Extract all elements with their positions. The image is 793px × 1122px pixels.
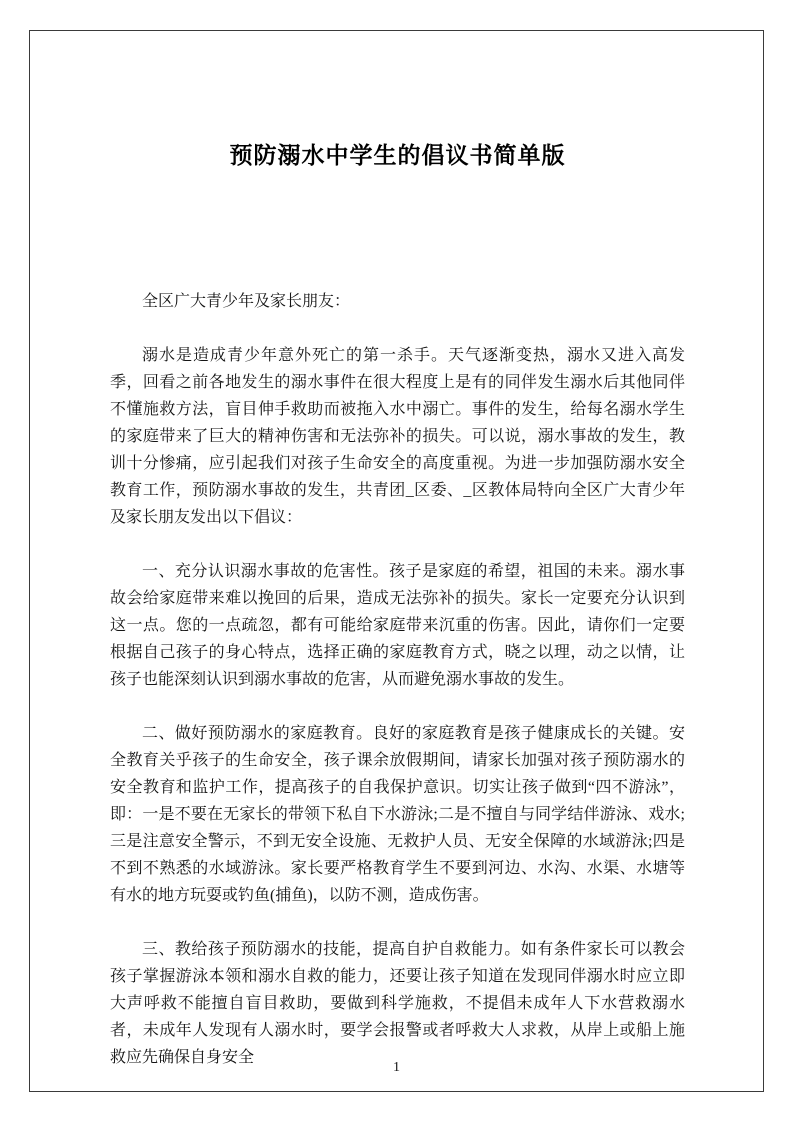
page-footer <box>0 1060 793 1076</box>
paragraph: 全区广大青少年及家长朋友： <box>142 293 351 310</box>
paragraph: 一、充分认识溺水事故的危害性。孩子是家庭的希望，祖国的未来。溺水事故会给家庭带来难以挽回的后果，造成无法弥补的损失。家长一定要充分认识到这一点。您的一点疏忽，都有可能给家庭带来沉重的伤害。因此，请你们一定要根据自己孩子的身心特点，选择正确的家庭教育方式，晓之以理，动之以情，让孩子也能深刻认识到溺水事故的危害，从而避免溺水事故的发生。 <box>110 563 685 688</box>
document-body <box>110 288 685 1071</box>
paragraph: 三、教给孩子预防溺水的技能，提高自护自救能力。如有条件家长可以教会孩子掌握游泳本领和溺水自救的能力，还要让孩子知道在发现同伴溺水时应立即大声呼救不能擅自盲目救助，要做到科学施救，不提倡未成年人下水营救溺水者，未成年人发现有人溺水时，要学会报警或者呼救大人求救，从岸上或船上施救应先确保自身安全 <box>110 941 685 1066</box>
page-number: 1 <box>393 1060 400 1075</box>
paragraph: 二、做好预防溺水的家庭教育。良好的家庭教育是孩子健康成长的关键。安全教育关乎孩子的生命安全，孩子课余放假期间，请家长加强对孩子预防溺水的安全教育和监护工作，提高孩子的自我保护意识。切实让孩子做到“四不游泳”，即：一是不要在无家长的带领下私自下水游泳;二是不擅自与同学结伴游泳、戏水;三是注意安全警示，不到无安全设施、无救护人员、无安全保障的水域游泳;四是不到不熟悉的水域游泳。家长要严格教育学生不要到河边、水沟、水渠、水塘等有水的地方玩耍或钓鱼(捕鱼)，以防不测，造成伤害。 <box>110 725 685 904</box>
paragraph: 溺水是造成青少年意外死亡的第一杀手。天气逐渐变热，溺水又进入高发季，回看之前各地发生的溺水事件在很大程度上是有的同伴发生溺水后其他同伴不懂施救方法，盲目伸手救助而被拖入水中溺亡。事件的发生，给每名溺水学生的家庭带来了巨大的精神伤害和无法弥补的损失。可以说，溺水事故的发生，教训十分惨痛，应引起我们对孩子生命安全的高度重视。为进一步加强防溺水安全教育工作，预防溺水事故的发生，共青团_区委、_区教体局特向全区广大青少年及家长朋友发出以下倡议： <box>110 347 685 526</box>
document-title: 预防溺水中学生的倡议书简单版 <box>229 143 566 168</box>
document-content <box>110 140 685 1071</box>
